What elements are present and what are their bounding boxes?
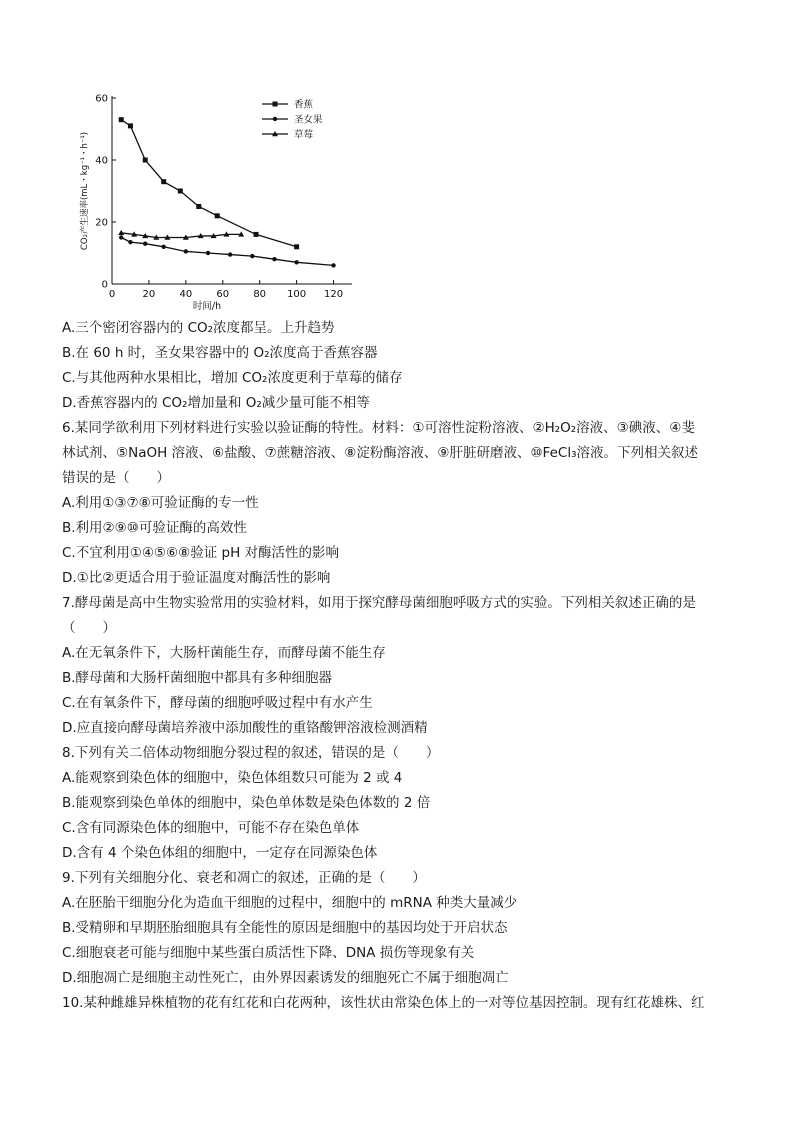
option-B-q7: B.酵母菌和大肠杆菌细胞中都具有多种细胞器 xyxy=(62,670,333,686)
option-C-q6: C.不宜利用①④⑤⑥⑧验证 pH 对酶活性的影响 xyxy=(62,545,340,561)
y-tick-label: 40 xyxy=(95,155,108,167)
question-7-stem-1: 7.酵母菌是高中生物实验常用的实验材料，如用于探究酵母菌细胞呼吸方式的实验。下列相关叙述正确的是 xyxy=(62,595,696,611)
data-point-circle xyxy=(119,235,123,239)
data-point-circle xyxy=(272,257,276,261)
data-point-square xyxy=(294,244,299,249)
data-point-square xyxy=(128,123,133,128)
data-point-circle xyxy=(206,251,210,255)
data-point-circle xyxy=(161,245,165,249)
y-tick-label: 0 xyxy=(101,279,108,291)
series-line-triangle xyxy=(121,233,241,238)
question-9-stem: 9.下列有关细胞分化、衰老和凋亡的叙述，正确的是（ ） xyxy=(62,870,426,886)
question-text-block xyxy=(62,316,742,1016)
x-tick-label: 40 xyxy=(179,289,193,300)
option-C-q9: C.细胞衰老可能与细胞中某些蛋白质活性下降、DNA 损伤等现象有关 xyxy=(62,945,475,961)
data-point-square xyxy=(143,158,148,163)
option-C-q5: C.与其他两种水果相比，增加 CO₂浓度更利于草莓的储存 xyxy=(62,370,403,386)
data-point-circle xyxy=(250,254,254,258)
data-point-circle xyxy=(331,263,335,267)
co2-rate-chart xyxy=(62,88,362,310)
option-D-q6: D.①比②更适合用于验证温度对酶活性的影响 xyxy=(62,570,331,586)
question-7-stem-2: （ ） xyxy=(62,620,116,636)
question-8-stem: 8.下列有关二倍体动物细胞分裂过程的叙述，错误的是（ ） xyxy=(62,745,440,761)
option-D-q9: D.细胞凋亡是细胞主动性死亡，由外界因素诱发的细胞死亡不属于细胞凋亡 xyxy=(62,970,509,986)
data-point-square xyxy=(196,204,201,209)
data-point-circle xyxy=(294,260,298,264)
legend-label: 草莓 xyxy=(294,129,314,141)
series-line-square xyxy=(121,120,296,247)
x-tick-label: 60 xyxy=(216,289,230,300)
data-point-square xyxy=(215,213,220,218)
chart-svg xyxy=(62,88,362,310)
y-axis-label: CO₂产生速率(mL・kg⁻¹・h⁻¹) xyxy=(80,131,90,251)
option-A-q8: A.能观察到染色体的细胞中，染色体组数只可能为 2 或 4 xyxy=(62,770,403,786)
option-C-q7: C.在有氧条件下，酵母菌的细胞呼吸过程中有水产生 xyxy=(62,695,373,711)
x-tick-label: 80 xyxy=(253,289,267,300)
option-A-q5: A.三个密闭容器内的 CO₂浓度都呈。上升趋势 xyxy=(62,320,335,336)
option-A-q9: A.在胚胎干细胞分化为造血干细胞的过程中，细胞中的 mRNA 种类大量减少 xyxy=(62,895,518,911)
x-axis-label: 时间/h xyxy=(192,301,222,310)
legend-label: 圣女果 xyxy=(294,114,323,126)
legend-marker-circle xyxy=(273,117,277,121)
x-tick-label: 0 xyxy=(108,289,116,300)
option-A-q7: A.在无氧条件下，大肠杆菌能生存，而酵母菌不能生存 xyxy=(62,645,386,661)
series-line-circle xyxy=(121,238,333,266)
option-D-q5: D.香蕉容器内的 CO₂增加量和 O₂减少量可能不相等 xyxy=(62,395,370,411)
option-B-q6: B.利用②⑨⑩可验证酶的高效性 xyxy=(62,520,247,536)
data-point-square xyxy=(119,117,124,122)
question-10-stem-1: 10.某种雌雄异株植物的花有红花和白花两种，该性状由常染色体上的一对等位基因控制。现有红花雄株、红 xyxy=(62,995,705,1011)
data-point-circle xyxy=(184,249,188,253)
data-point-circle xyxy=(128,240,132,244)
data-point-circle xyxy=(143,242,147,246)
option-D-q8: D.含有 4 个染色体组的细胞中，一定存在同源染色体 xyxy=(62,845,378,861)
question-6-stem-3: 错误的是（ ） xyxy=(62,470,170,486)
option-B-q8: B.能观察到染色单体的细胞中，染色单体数是染色体数的 2 倍 xyxy=(62,795,431,811)
x-tick-label: 100 xyxy=(287,289,307,300)
legend-label: 香蕉 xyxy=(294,99,314,111)
x-tick-label: 20 xyxy=(142,289,156,300)
option-B-q9: B.受精卵和早期胚胎细胞具有全能性的原因是细胞中的基因均处于开启状态 xyxy=(62,920,508,936)
data-point-circle xyxy=(228,252,232,256)
data-point-square xyxy=(178,189,183,194)
y-tick-label: 20 xyxy=(95,217,108,229)
y-tick-label: 60 xyxy=(95,93,108,105)
option-D-q7: D.应直接向酵母菌培养液中添加酸性的重铬酸钾溶液检测酒精 xyxy=(62,720,428,736)
option-C-q8: C.含有同源染色体的细胞中，可能不存在染色单体 xyxy=(62,820,360,836)
legend-marker-square xyxy=(273,102,278,107)
data-point-square xyxy=(254,232,259,237)
question-6-stem-1: 6.某同学欲利用下列材料进行实验以验证酶的特性。材料：①可溶性淀粉溶液、②H₂O₂溶液、③碘液、④斐 xyxy=(62,420,695,436)
x-tick-label: 120 xyxy=(323,289,344,300)
option-B-q5: B.在 60 h 时，圣女果容器中的 O₂浓度高于香蕉容器 xyxy=(62,345,378,361)
option-A-q6: A.利用①③⑦⑧可验证酶的专一性 xyxy=(62,495,259,511)
data-point-square xyxy=(161,179,166,184)
question-6-stem-2: 林试剂、⑤NaOH 溶液、⑥盐酸、⑦蔗糖溶液、⑧淀粉酶溶液、⑨肝脏研磨液、⑩FeCl₃溶液。下列相关叙述 xyxy=(62,445,698,461)
